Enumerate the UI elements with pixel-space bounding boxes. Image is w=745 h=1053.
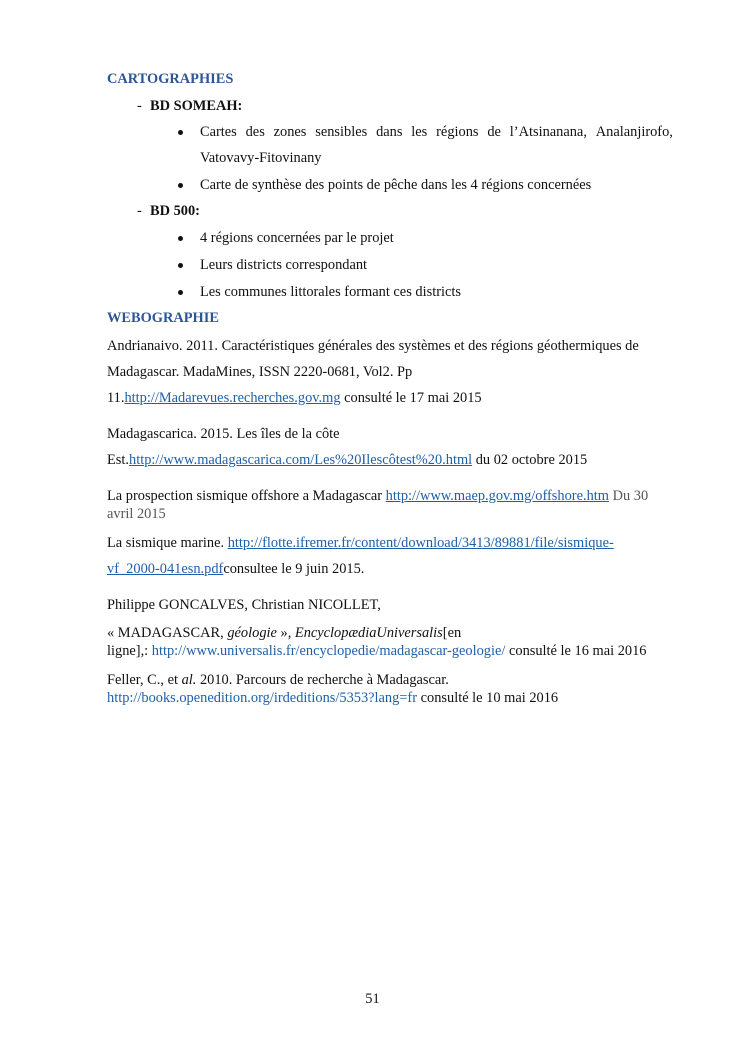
- reference-line: Est.http://www.madagascarica.com/Les%20Ilescôtest%20.html du 02 octobre 2015: [107, 452, 588, 468]
- reference-text: Madagascarica. 2015. Les îles de la côte: [107, 426, 340, 442]
- bullet-icon: [178, 236, 183, 241]
- reference-link[interactable]: http://www.maep.gov.mg/offshore.htm: [385, 488, 609, 504]
- reference-link[interactable]: http://flotte.ifremer.fr/content/download/3413/89881/file/sismique-: [227, 535, 614, 551]
- reference-text: Madagascar. MadaMines, ISSN 2220-0681, Vol2. Pp: [107, 364, 413, 380]
- reference-text: avril 2015: [107, 506, 166, 522]
- reference-line: vf_2000-041esn.pdfconsultee le 9 juin 2015.: [107, 561, 365, 577]
- reference-line: La prospection sismique offshore a Madagascar http://www.maep.gov.mg/offshore.htm Du 30: [107, 488, 649, 504]
- bullet-text: Les communes littorales formant ces districts: [200, 284, 461, 300]
- reference-link[interactable]: http://Madarevues.recherches.gov.mg: [124, 390, 341, 406]
- cartographies-heading: CARTOGRAPHIES: [107, 71, 234, 87]
- reference-line: 11.http://Madarevues.recherches.gov.mg consulté le 17 mai 2015: [107, 390, 482, 406]
- bullet-icon: [178, 130, 183, 135]
- reference-line: La sismique marine. http://flotte.ifremer.fr/content/download/3413/89881/file/sismique-: [107, 535, 614, 551]
- list-dash: -: [137, 203, 142, 219]
- bullet-text: Carte de synthèse des points de pêche dans les 4 régions concernées: [200, 177, 592, 193]
- reference-line: ligne],: http://www.universalis.fr/encyclopedie/madagascar-geologie/ consulté le 16 mai 2016: [107, 643, 647, 659]
- bullet-text-justified: Cartes des zones sensibles dans les régions de l’Atsinanana, Analanjirofo,: [200, 124, 673, 140]
- list-dash: -: [137, 98, 142, 114]
- bullet-icon: [178, 183, 183, 188]
- reference-text: Andrianaivo. 2011. Caractéristiques générales des systèmes et des régions géothermiques de: [107, 338, 639, 354]
- bullet-icon: [178, 290, 183, 295]
- bullet-text: Vatovavy-Fitovinany: [200, 150, 322, 166]
- bullet-text: 4 régions concernées par le projet: [200, 230, 394, 246]
- bd-500-label: BD 500:: [150, 203, 200, 219]
- bullet-icon: [178, 263, 183, 268]
- reference-link[interactable]: http://books.openedition.org/irdeditions/5353?lang=fr: [107, 690, 418, 706]
- webographie-heading: WEBOGRAPHIE: [107, 310, 219, 326]
- reference-link[interactable]: vf_2000-041esn.pdf: [107, 561, 224, 577]
- reference-line: « MADAGASCAR, géologie », EncyclopædiaUniversalis[en: [107, 625, 462, 641]
- reference-line: http://books.openedition.org/irdeditions/5353?lang=fr consulté le 10 mai 2016: [107, 690, 559, 706]
- bd-someah-label: BD SOMEAH:: [150, 98, 243, 114]
- bullet-text: Leurs districts correspondant: [200, 257, 368, 273]
- reference-text: Philippe GONCALVES, Christian NICOLLET,: [107, 597, 381, 613]
- reference-link[interactable]: http://www.universalis.fr/encyclopedie/madagascar-geologie/: [151, 643, 506, 659]
- reference-link[interactable]: http://www.madagascarica.com/Les%20Ilescôtest%20.html: [129, 452, 473, 468]
- reference-line: Feller, C., et al. 2010. Parcours de recherche à Madagascar.: [107, 672, 449, 688]
- page-number: 51: [365, 991, 380, 1007]
